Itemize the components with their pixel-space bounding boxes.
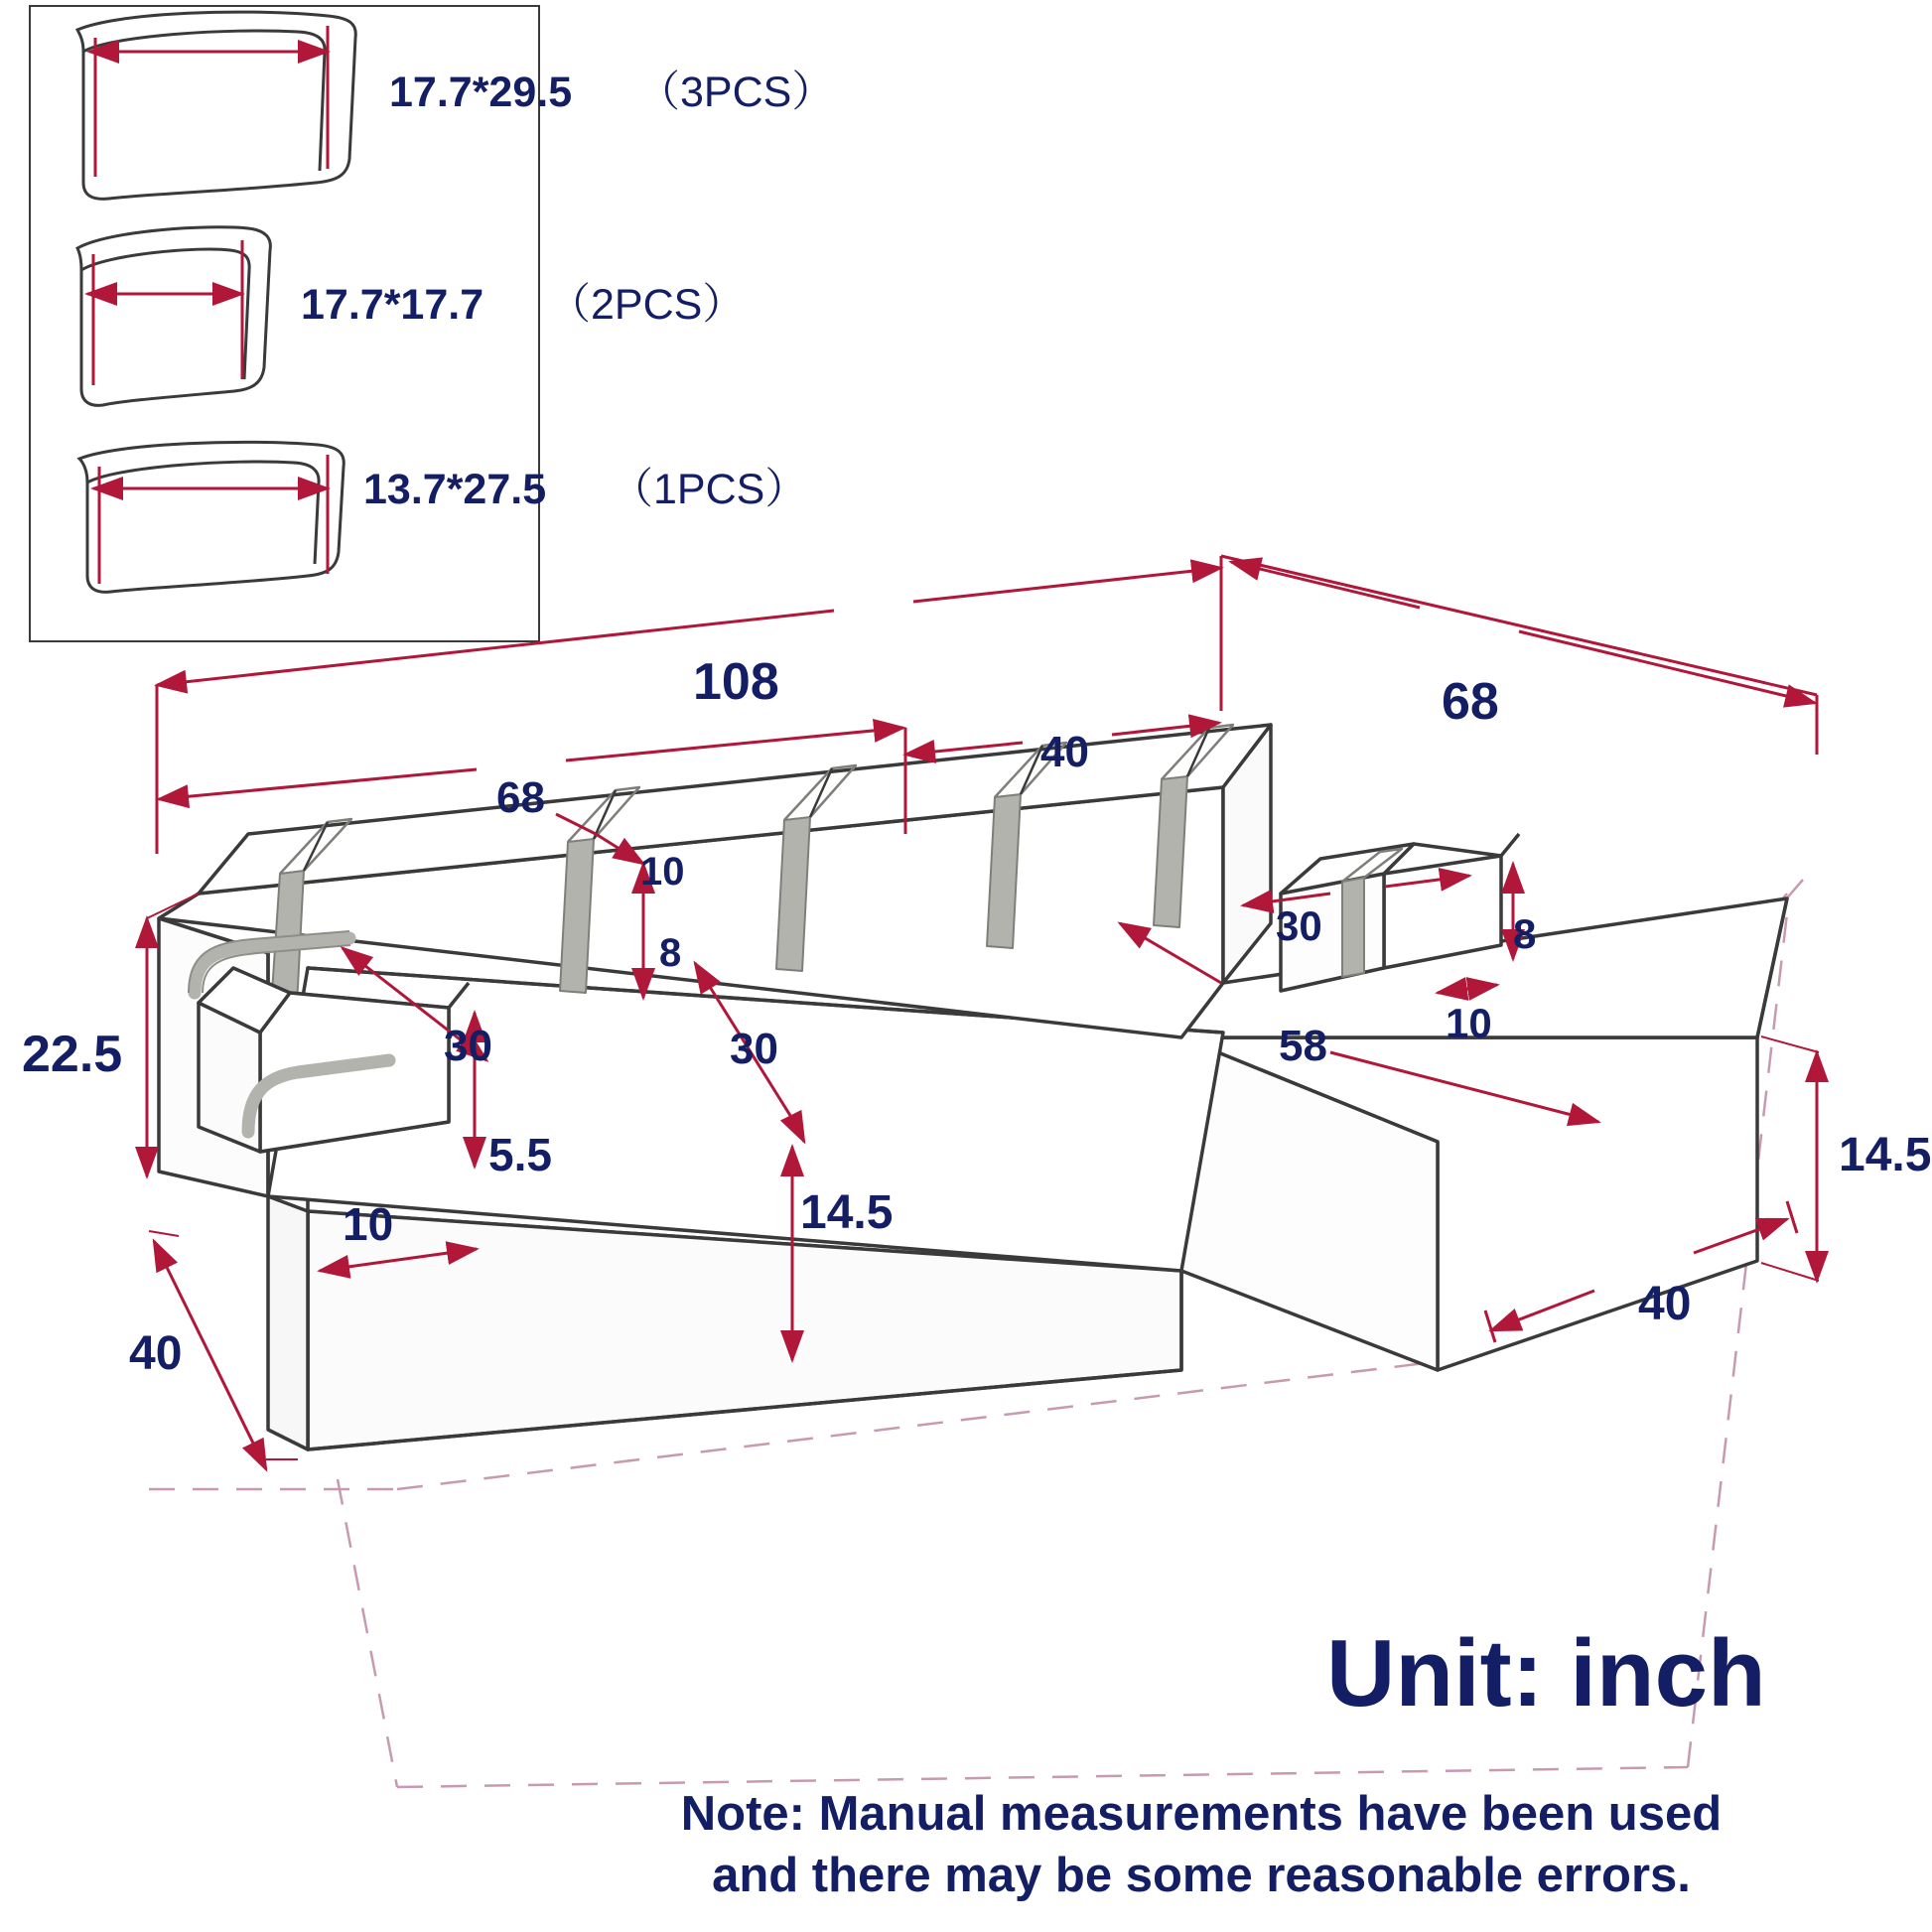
pillow-size-2: 17.7*17.7	[301, 281, 484, 329]
dim-seat-depth-left: 30	[444, 1022, 492, 1070]
note-line-1: Note: Manual measurements have been used	[680, 1787, 1723, 1841]
dim-chaise-cushion-thickness: 10	[1446, 1000, 1492, 1046]
dim-left-section-width: 68	[496, 773, 545, 822]
dim-chaise-depth-front: 40	[1638, 1278, 1692, 1330]
dim-seat-depth-mid: 30	[730, 1025, 778, 1073]
dim-backrest-thickness-top: 10	[640, 850, 685, 894]
dim-armrest-width: 10	[343, 1198, 394, 1250]
dim-overall-depth-left: 40	[129, 1327, 183, 1380]
dim-chaise-seat-length: 58	[1279, 1022, 1327, 1070]
dim-armrest-height: 5.5	[488, 1129, 552, 1180]
sofa-body	[159, 645, 1787, 1449]
pillow-count-3: （1PCS）	[611, 466, 808, 513]
pillow-size-1: 17.7*29.5	[389, 69, 573, 116]
pillow-illustration-1	[77, 12, 355, 199]
pillow-illustration-3	[79, 442, 344, 592]
dim-chaise-cushion-depth: 30	[1276, 902, 1322, 949]
dim-chaise-cushion-height: 8	[1513, 910, 1537, 957]
pillow-count-2: （2PCS）	[548, 281, 746, 329]
pillow-size-3: 13.7*27.5	[363, 466, 547, 513]
dim-overall-height: 22.5	[22, 1026, 123, 1083]
dim-seat-height-front: 14.5	[800, 1186, 894, 1239]
pillow-count-1: （3PCS）	[637, 69, 835, 116]
dim-right-segment-width: 40	[1040, 728, 1089, 776]
dim-seat-height-right: 14.5	[1839, 1129, 1932, 1181]
dim-chaise-width-top: 68	[1442, 673, 1499, 731]
note-line-2: and there may be some reasonable errors.	[712, 1849, 1691, 1902]
dim-overall-width-top: 108	[693, 653, 779, 711]
unit-label: Unit: inch	[1326, 1620, 1766, 1726]
dim-backrest-height: 8	[659, 931, 682, 975]
